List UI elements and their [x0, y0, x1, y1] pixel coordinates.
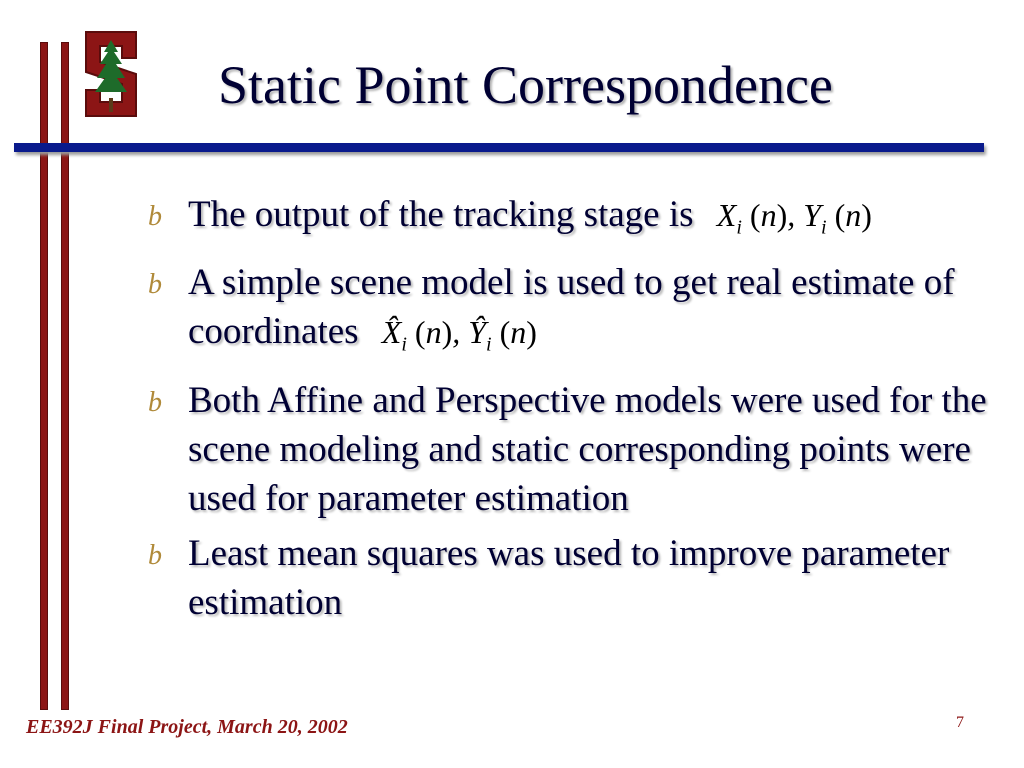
bullet-text: Least mean squares was used to improve parameter estimation: [188, 532, 950, 623]
bullet-text: The output of the tracking stage is: [188, 194, 694, 235]
stanford-logo-icon: [78, 22, 144, 126]
estimate-formula: $X̂_i$ (n), $Ŷ_i$ (n): [381, 314, 537, 356]
title-underline: [14, 143, 984, 152]
fleur-bullet-icon: b: [148, 539, 162, 571]
tracking-output-formula: $X_i$ (n), $Y_i$ (n): [716, 197, 872, 239]
bullet-item: [148, 190, 1008, 252]
page-number: 7: [956, 714, 964, 731]
fleur-bullet-icon: b: [148, 201, 162, 232]
slide-title: Static Point Correspondence: [218, 55, 833, 115]
bullet-list: [148, 190, 1008, 633]
fleur-bullet-icon: b: [148, 269, 162, 301]
bullet-item: [148, 258, 1008, 369]
slide-footer: EE392J Final Project, March 20, 2002: [26, 716, 348, 738]
fleur-bullet-icon: b: [148, 386, 162, 418]
bullet-text: A simple scene model is used to get real estimate of coordinates: [188, 262, 955, 353]
bullet-item: [148, 376, 1008, 523]
bullet-text: Both Affine and Perspective models were used for the scene modeling and static corresponding points were used for parameter estimation: [188, 379, 987, 519]
bullet-item: [148, 529, 1008, 627]
